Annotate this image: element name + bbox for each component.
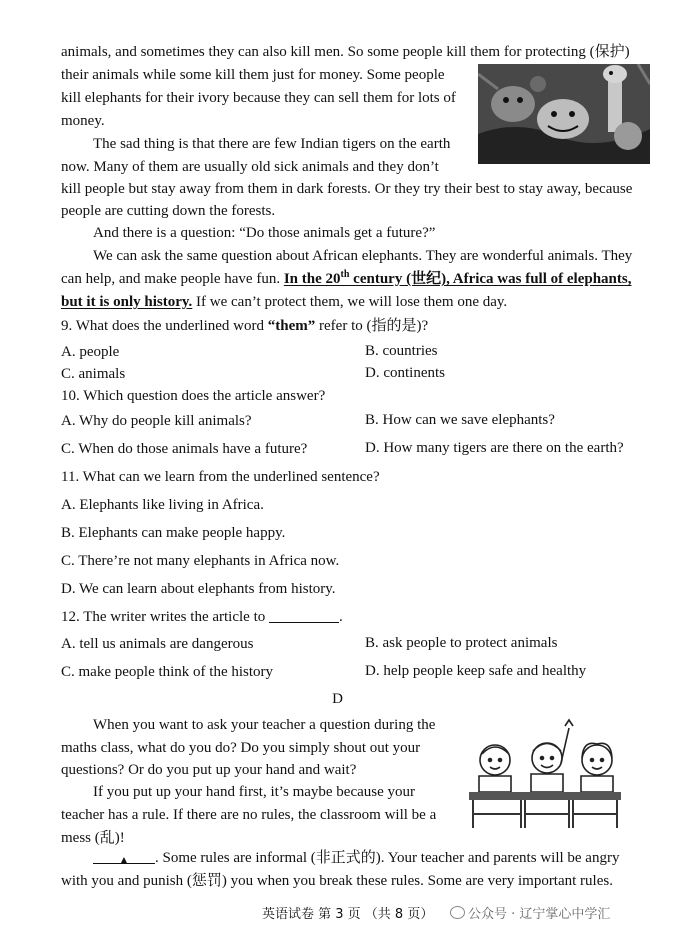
q9-option-b: B. countries (365, 343, 438, 359)
passage-d-p3-line2: with you and punish (惩罚) you when you break these rules. Some are very important rules. (61, 873, 613, 889)
page-number-label: 英语试卷 第 3 页 （共 8 页） (262, 907, 434, 922)
q9-option-a: A. people (61, 344, 120, 360)
passage-c-p4-line2 (61, 268, 631, 291)
passage-d-answer-blank[interactable] (93, 849, 155, 867)
triangle-mark-icon: ▲ (118, 853, 130, 867)
underlined-sentence-part1: In the 20th century (世纪), Africa was full of elephants, (283, 269, 632, 287)
q12-option-b: B. ask people to protect animals (365, 635, 558, 651)
q9-option-d: D. continents (365, 365, 445, 381)
q11-stem: 11. What can we learn from the underlined sentence? (61, 469, 380, 485)
classroom-illustration (465, 718, 625, 830)
q11-option-d: D. We can learn about elephants from history. (61, 581, 336, 597)
q12-option-a: A. tell us animals are dangerous (61, 636, 254, 652)
q12-option-c: C. make people think of the history (61, 664, 274, 680)
passage-c-p2-line2: now. Many of them are usually old sick animals and they don’t (61, 159, 439, 175)
q9-option-c: C. animals (61, 366, 126, 382)
q10-option-d: D. How many tigers are there on the earth? (365, 440, 624, 456)
passage-c-p4-line1: We can ask the same question about African elephants. They are wonderful animals. They (93, 248, 633, 264)
passage-d-p2-line3: mess (乱)! (61, 830, 125, 846)
passage-c-p1-line1: animals, and sometimes they can also kill men. So some people kill them for protecting (保护) (61, 44, 630, 60)
passage-c-p2-line3: kill people but stay away from them in dark forests. Or they try their best to stay away, because (61, 181, 633, 197)
q11-option-c: C. There’re not many elephants in Africa now. (61, 553, 340, 569)
passage-c-p4-line2-plain: can help, and make people have fun. (61, 271, 284, 287)
passage-d-p2-line2: teacher has a rule. If there are no rules, the classroom will be a (61, 807, 437, 823)
passage-d-p2-line1: If you put up your hand first, it’s maybe because your (93, 784, 416, 800)
q12-stem: 12. The writer writes the article to . (61, 609, 343, 625)
wechat-icon (450, 906, 465, 919)
passage-c-p1-line3: kill elephants for their ivory because they can sell them for lots of (61, 90, 456, 106)
passage-d-heading: D (332, 691, 343, 707)
passage-c-p1-line2: their animals while some kill them just for money. Some people (61, 67, 445, 83)
q11-option-b: B. Elephants can make people happy. (61, 525, 286, 541)
q11-option-a: A. Elephants like living in Africa. (61, 497, 264, 513)
q10-option-c: C. When do those animals have a future? (61, 441, 308, 457)
passage-c-p4-line3 (61, 291, 507, 314)
underlined-sentence-part2: but it is only history. (61, 294, 193, 310)
passage-c-p2-line1: The sad thing is that there are few Indian tigers on the earth (93, 136, 451, 152)
passage-d-p1-line3: questions? Or do you put up your hand and wait? (61, 762, 357, 778)
animals-illustration (478, 64, 650, 164)
passage-c-p1-line4: money. (61, 113, 105, 129)
passage-d-p3-line1: ▲ . Some rules are informal (非正式的). Your teacher and parents will be angry (93, 847, 619, 870)
passage-d-p1-line1: When you want to ask your teacher a question during the (93, 717, 436, 733)
q12-answer-blank[interactable] (269, 608, 339, 623)
wechat-source-watermark: 公众号 · 辽宁掌心中学汇 (450, 903, 610, 926)
q10-stem: 10. Which question does the article answer? (61, 388, 326, 404)
q10-option-b: B. How can we save elephants? (365, 412, 555, 428)
passage-d-p1-line2: maths class, what do you do? Do you simply shout out your (61, 740, 421, 756)
q12-option-d: D. help people keep safe and healthy (365, 663, 587, 679)
passage-c-p3: And there is a question: “Do those animals get a future?” (93, 225, 436, 241)
passage-c-p2-line4: people are cutting down the forests. (61, 203, 276, 219)
passage-c-p4-line3-plain: If we can’t protect them, we will lose them one day. (192, 294, 508, 310)
q9-stem: 9. What does the underlined word “them” refer to (指的是)? (61, 318, 429, 334)
q10-option-a: A. Why do people kill animals? (61, 413, 252, 429)
